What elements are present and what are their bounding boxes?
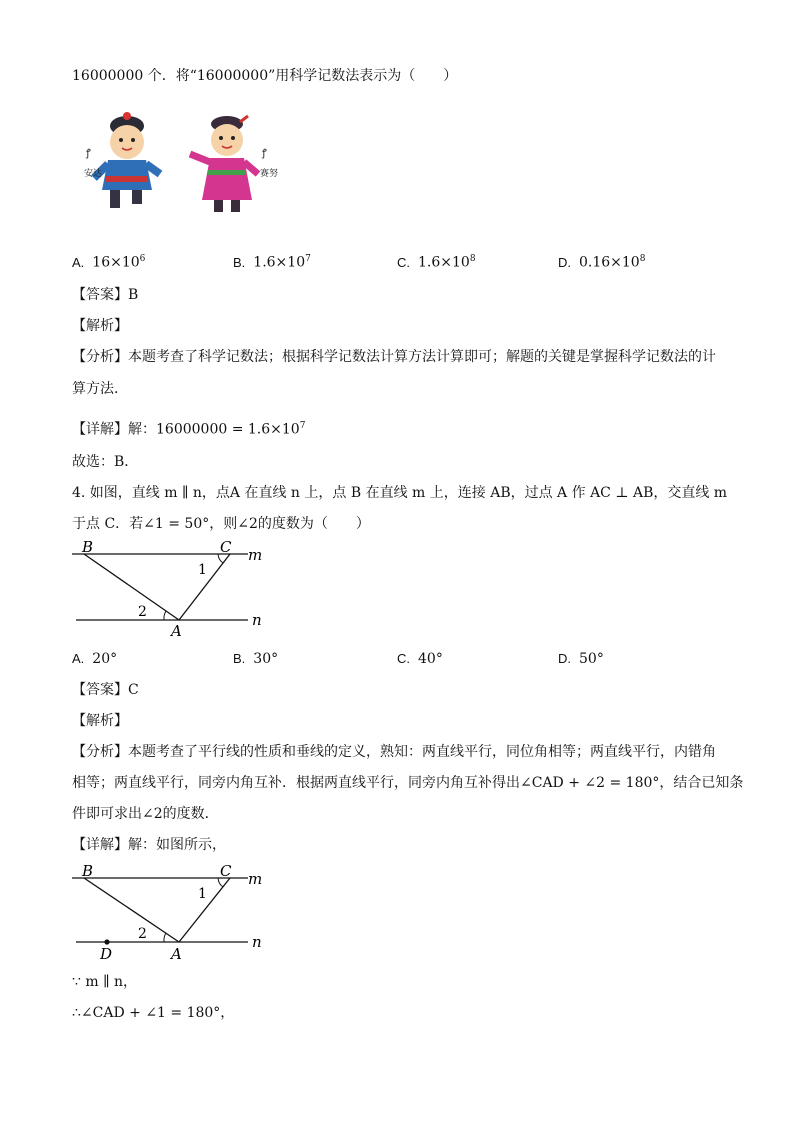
q3-answer: 【答案】B — [72, 287, 139, 303]
point-d-dot — [104, 939, 109, 944]
option-exponent: 7 — [305, 254, 311, 264]
mascot-left-mark: ꝭ — [86, 148, 91, 159]
option-label: D. — [558, 254, 571, 270]
option-value: 0.16×10 — [579, 254, 640, 271]
point-b-label: B — [82, 538, 94, 556]
point-b-label: B — [82, 862, 94, 880]
option-value: 50° — [579, 651, 604, 667]
angle-2-arc — [164, 611, 166, 620]
q4-answer: 【答案】C — [72, 682, 139, 698]
q4-stem-line2: 于点 C．若∠1 = 50°，则∠2的度数为（ ） — [72, 516, 370, 532]
option-value: 16×10 — [92, 254, 140, 271]
mascot-illustration — [82, 108, 282, 230]
q3-option-c — [397, 249, 476, 273]
option-exponent: 6 — [139, 254, 146, 264]
point-a-label: A — [171, 945, 182, 963]
option-value: 1.6×10 — [253, 254, 306, 271]
angle-2-arc — [164, 933, 166, 942]
q3-stem: 16000000 个．将“16000000”用科学记数法表示为（ ） — [72, 68, 458, 84]
line-n-label: n — [252, 611, 262, 629]
q3-conclusion: 故选：B． — [72, 454, 139, 470]
q4-stem-line1: 4. 如图，直线 m ∥ n，点A 在直线 n 上，点 B 在直线 m 上，连接 AB，过点 A 作 AC ⊥ AB，交直线 m — [72, 485, 728, 501]
point-c-label: C — [220, 538, 232, 556]
line-n-label: n — [252, 933, 262, 951]
mascot-boy — [94, 112, 160, 208]
option-exponent: 8 — [469, 254, 476, 264]
angle-2-label: 2 — [138, 926, 147, 942]
q4-option-c — [397, 649, 443, 669]
segment-ab — [84, 554, 179, 620]
q4-option-a — [72, 649, 117, 669]
option-label: A. — [72, 254, 85, 270]
segment-ab — [84, 878, 179, 942]
option-label: B. — [233, 254, 246, 270]
q3-detail — [72, 416, 305, 440]
point-c-label: C — [220, 862, 232, 880]
line-m-label: m — [248, 546, 263, 564]
q3-option-b — [233, 249, 311, 273]
mascot-girl — [190, 116, 258, 212]
q4-analysis-heading: 【解析】 — [72, 713, 128, 729]
angle-1-label: 1 — [198, 886, 207, 902]
q4-detail: 【详解】解：如图所示， — [72, 837, 226, 853]
q4-option-b — [233, 649, 278, 669]
q4-detail-figure — [60, 858, 280, 970]
q3-analysis-line: 算方法． — [72, 381, 128, 397]
option-label: D. — [558, 651, 571, 666]
q4-analysis-line: 相等；两直线平行，同旁内角互补．根据两直线平行，同旁内角互补得出∠CAD + ∠2 = 180°，结合已知条 — [72, 775, 744, 791]
line-m-label: m — [248, 870, 263, 888]
option-value: 20° — [92, 651, 118, 667]
option-value: 40° — [418, 651, 443, 667]
option-label: B. — [233, 651, 246, 666]
mascot-right-mark: ꝭ — [262, 148, 267, 159]
option-label: C. — [397, 651, 410, 666]
mascot-right-label: 赛努 — [260, 169, 279, 179]
point-d-label: D — [100, 945, 113, 963]
option-exponent: 8 — [639, 254, 646, 264]
q3-detail-exponent: 7 — [299, 421, 306, 431]
q4-figure — [60, 536, 280, 644]
q3-analysis-heading: 【解析】 — [72, 318, 128, 334]
q3-detail-text: 【详解】解：16000000 = 1.6×10 — [72, 421, 300, 438]
q3-option-a — [72, 249, 145, 273]
option-value: 1.6×10 — [418, 254, 470, 271]
option-value: 30° — [253, 651, 279, 667]
option-label: C. — [397, 254, 410, 270]
option-label: A. — [72, 651, 85, 666]
angle-2-label: 2 — [138, 604, 147, 620]
q4-analysis-line: 件即可求出∠2的度数． — [72, 806, 219, 822]
q4-analysis-line: 【分析】本题考查了平行线的性质和垂线的定义，熟知：两直线平行，同位角相等；两直线平行，内错角 — [72, 744, 716, 760]
q4-option-d — [558, 649, 604, 669]
q4-step2: ∴∠CAD + ∠1 = 180°， — [72, 1005, 235, 1021]
q3-analysis-line: 【分析】本题考查了科学记数法；根据科学记数法计算方法计算即可；解题的关键是掌握科学记数法的计 — [72, 349, 716, 365]
mascot-left-label: 安达 — [84, 169, 103, 179]
point-a-label: A — [171, 622, 182, 640]
q4-step1: ∵ m ∥ n， — [72, 974, 138, 990]
angle-1-label: 1 — [198, 562, 207, 578]
q3-option-d — [558, 249, 645, 273]
